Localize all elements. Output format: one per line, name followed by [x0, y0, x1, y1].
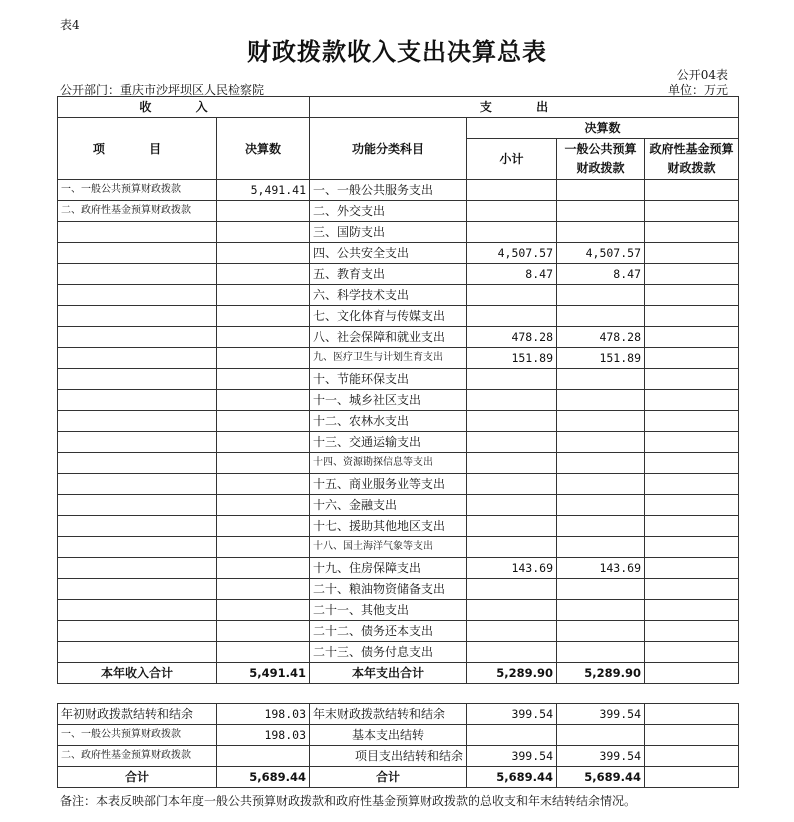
income-amount-cell	[217, 243, 310, 264]
income-item-cell	[58, 621, 217, 642]
gov-fund-cell	[645, 725, 739, 746]
table-row	[58, 180, 739, 201]
subtotal-cell	[467, 725, 557, 746]
income-item-cell	[58, 537, 217, 558]
general-budget-cell	[557, 579, 645, 600]
general-budget-cell	[557, 369, 645, 390]
gov-fund-cell	[645, 201, 739, 222]
item-header: 项 目	[58, 118, 217, 180]
gov-fund-cell	[645, 432, 739, 453]
income-amount-cell	[217, 516, 310, 537]
general-budget-cell: 399.54	[557, 704, 645, 725]
carryover-table	[57, 703, 739, 788]
function-class-cell: 二十一、其他支出	[310, 600, 467, 621]
general-budget-cell	[557, 432, 645, 453]
function-class-cell: 年末财政拨款结转和结余	[310, 704, 467, 725]
subtotal-cell	[467, 516, 557, 537]
function-class-cell: 十七、援助其他地区支出	[310, 516, 467, 537]
function-class-cell: 二、外交支出	[310, 201, 467, 222]
general-budget-cell	[557, 306, 645, 327]
gov-fund-cell	[645, 453, 739, 474]
subtotal-cell: 143.69	[467, 558, 557, 579]
subtotal-cell	[467, 390, 557, 411]
gov-fund-header: 政府性基金预算财政拨款	[645, 139, 739, 180]
table-body	[58, 180, 739, 663]
subtotal-cell	[467, 201, 557, 222]
subtotal-cell	[467, 642, 557, 663]
income-item-cell	[58, 642, 217, 663]
income-amount-cell	[217, 390, 310, 411]
general-budget-cell	[557, 642, 645, 663]
year-income-total-amount: 5,491.41	[217, 663, 310, 684]
income-item-cell	[58, 453, 217, 474]
general-budget-cell	[557, 201, 645, 222]
gov-fund-cell	[645, 516, 739, 537]
function-class-cell: 项目支出结转和结余	[310, 746, 467, 767]
gov-fund-cell	[645, 348, 739, 369]
header-row-2	[58, 118, 739, 139]
income-item-cell	[58, 411, 217, 432]
income-amount-cell	[217, 453, 310, 474]
income-amount-cell	[217, 222, 310, 243]
gov-fund-cell	[645, 495, 739, 516]
function-class-cell: 十、节能环保支出	[310, 369, 467, 390]
income-item-cell	[58, 348, 217, 369]
income-item-cell	[58, 579, 217, 600]
income-amount-cell	[217, 411, 310, 432]
general-budget-cell	[557, 411, 645, 432]
income-item-cell	[58, 369, 217, 390]
table-row	[58, 642, 739, 663]
function-class-cell: 十五、商业服务业等支出	[310, 474, 467, 495]
subtotal-cell	[467, 600, 557, 621]
function-class-cell: 十四、资源勘探信息等支出	[310, 453, 467, 474]
income-item-cell: 年初财政拨款结转和结余	[58, 704, 217, 725]
income-amount-cell	[217, 642, 310, 663]
footnote: 备注：本表反映部门本年度一般公共预算财政拨款和政府性基金预算财政拨款的总收支和年末结转结余情况。	[60, 794, 637, 808]
income-amount-cell	[217, 746, 310, 767]
general-budget-cell	[557, 222, 645, 243]
general-budget-cell: 478.28	[557, 327, 645, 348]
grand-income-total-amount: 5,689.44	[217, 767, 310, 788]
grand-expense-fund	[645, 767, 739, 788]
unit-label: 单位：万元	[667, 83, 728, 97]
carryover-body	[58, 704, 739, 767]
function-class-cell: 六、科学技术支出	[310, 285, 467, 306]
function-class-cell: 二十三、债务付息支出	[310, 642, 467, 663]
year-expense-subtotal: 5,289.90	[467, 663, 557, 684]
table-row	[58, 390, 739, 411]
income-item-cell	[58, 558, 217, 579]
gov-fund-cell	[645, 243, 739, 264]
general-budget-cell	[557, 725, 645, 746]
table-row	[58, 327, 739, 348]
form-code: 公开04表	[676, 68, 728, 82]
function-class-cell: 七、文化体育与传媒支出	[310, 306, 467, 327]
income-item-cell: 二、政府性基金预算财政拨款	[58, 746, 217, 767]
income-amount-cell	[217, 369, 310, 390]
page-title: 财政拨款收入支出决算总表	[247, 38, 547, 66]
income-item-cell	[58, 600, 217, 621]
income-item-cell	[58, 432, 217, 453]
table-row	[58, 243, 739, 264]
gov-fund-cell	[645, 411, 739, 432]
grand-total-row	[58, 767, 739, 788]
income-amount-cell	[217, 579, 310, 600]
income-amount-cell: 5,491.41	[217, 180, 310, 201]
function-class-cell: 三、国防支出	[310, 222, 467, 243]
gov-fund-cell	[645, 180, 739, 201]
function-class-cell: 十一、城乡社区支出	[310, 390, 467, 411]
gov-fund-cell	[645, 600, 739, 621]
income-amount-cell	[217, 495, 310, 516]
table-row	[58, 285, 739, 306]
gov-fund-cell	[645, 327, 739, 348]
income-amount-cell	[217, 264, 310, 285]
table-row	[58, 725, 739, 746]
income-item-cell: 一、一般公共预算财政拨款	[58, 725, 217, 746]
general-budget-cell: 143.69	[557, 558, 645, 579]
function-class-cell: 十二、农林水支出	[310, 411, 467, 432]
final-amount-header-2: 决算数	[467, 118, 739, 139]
gov-fund-cell	[645, 579, 739, 600]
subtotal-cell	[467, 306, 557, 327]
income-amount-cell	[217, 537, 310, 558]
function-class-cell: 基本支出结转	[310, 725, 467, 746]
income-amount-cell	[217, 306, 310, 327]
table-row	[58, 201, 739, 222]
table-row	[58, 495, 739, 516]
function-class-cell: 二十、粮油物资储备支出	[310, 579, 467, 600]
income-amount-cell	[217, 474, 310, 495]
income-amount-cell	[217, 327, 310, 348]
gov-fund-cell	[645, 746, 739, 767]
general-budget-cell: 151.89	[557, 348, 645, 369]
gov-fund-cell	[645, 621, 739, 642]
grand-income-total-label: 合计	[58, 767, 217, 788]
subtotal-cell	[467, 369, 557, 390]
general-budget-cell	[557, 390, 645, 411]
subtotal-cell	[467, 621, 557, 642]
year-expense-fund	[645, 663, 739, 684]
subtotal-cell	[467, 285, 557, 306]
function-class-cell: 八、社会保障和就业支出	[310, 327, 467, 348]
function-class-cell: 十六、金融支出	[310, 495, 467, 516]
income-item-cell	[58, 306, 217, 327]
subtotal-cell	[467, 474, 557, 495]
general-budget-cell: 4,507.57	[557, 243, 645, 264]
subtotal-cell	[467, 537, 557, 558]
income-amount-cell	[217, 348, 310, 369]
general-budget-cell: 8.47	[557, 264, 645, 285]
income-amount-cell	[217, 285, 310, 306]
income-item-cell	[58, 222, 217, 243]
header-row-1	[58, 97, 739, 118]
income-amount-cell	[217, 600, 310, 621]
subtotal-cell: 4,507.57	[467, 243, 557, 264]
gov-fund-cell	[645, 285, 739, 306]
gov-fund-cell	[645, 537, 739, 558]
income-amount-cell	[217, 558, 310, 579]
year-expense-general: 5,289.90	[557, 663, 645, 684]
income-amount-cell	[217, 432, 310, 453]
general-budget-cell	[557, 600, 645, 621]
table-row	[58, 348, 739, 369]
income-item-cell	[58, 474, 217, 495]
function-class-cell: 十九、住房保障支出	[310, 558, 467, 579]
table-row	[58, 579, 739, 600]
income-item-cell	[58, 285, 217, 306]
gov-fund-cell	[645, 642, 739, 663]
subtotal-cell	[467, 579, 557, 600]
gov-fund-cell	[645, 390, 739, 411]
function-class-cell: 一、一般公共服务支出	[310, 180, 467, 201]
table-row	[58, 558, 739, 579]
gov-fund-cell	[645, 474, 739, 495]
general-budget-cell	[557, 474, 645, 495]
gov-fund-cell	[645, 222, 739, 243]
year-expense-total-label: 本年支出合计	[310, 663, 467, 684]
income-item-cell	[58, 390, 217, 411]
gov-fund-cell	[645, 704, 739, 725]
year-total-row	[58, 663, 739, 684]
gov-fund-cell	[645, 558, 739, 579]
function-class-cell: 二十二、债务还本支出	[310, 621, 467, 642]
function-class-cell: 四、公共安全支出	[310, 243, 467, 264]
subtotal-header: 小计	[467, 139, 557, 180]
table-row	[58, 411, 739, 432]
table-row	[58, 746, 739, 767]
subtotal-cell	[467, 495, 557, 516]
income-amount-cell	[217, 621, 310, 642]
income-amount-cell: 198.03	[217, 704, 310, 725]
general-budget-cell	[557, 495, 645, 516]
table-row	[58, 222, 739, 243]
table-row	[58, 453, 739, 474]
income-item-cell: 一、一般公共预算财政拨款	[58, 180, 217, 201]
grand-expense-subtotal: 5,689.44	[467, 767, 557, 788]
subtotal-cell	[467, 222, 557, 243]
table-row	[58, 369, 739, 390]
table-row	[58, 474, 739, 495]
income-amount-cell: 198.03	[217, 725, 310, 746]
table-row	[58, 704, 739, 725]
general-budget-cell	[557, 537, 645, 558]
main-table	[57, 96, 739, 684]
function-class-cell: 十八、国土海洋气象等支出	[310, 537, 467, 558]
table-row	[58, 432, 739, 453]
grand-expense-general: 5,689.44	[557, 767, 645, 788]
year-income-total-label: 本年收入合计	[58, 663, 217, 684]
function-class-cell: 九、医疗卫生与计划生育支出	[310, 348, 467, 369]
general-budget-header: 一般公共预算财政拨款	[557, 139, 645, 180]
general-budget-cell: 399.54	[557, 746, 645, 767]
table-number: 表4	[60, 18, 80, 32]
grand-expense-total-label: 合计	[310, 767, 467, 788]
income-header: 收 入	[58, 97, 310, 118]
subtotal-cell	[467, 411, 557, 432]
general-budget-cell	[557, 180, 645, 201]
subtotal-cell: 8.47	[467, 264, 557, 285]
gov-fund-cell	[645, 306, 739, 327]
final-amount-header: 决算数	[217, 118, 310, 180]
income-item-cell	[58, 264, 217, 285]
department-label: 公开部门：重庆市沙坪坝区人民检察院	[60, 83, 265, 97]
general-budget-cell	[557, 285, 645, 306]
subtotal-cell	[467, 432, 557, 453]
income-item-cell	[58, 516, 217, 537]
table-row	[58, 264, 739, 285]
subtotal-cell	[467, 453, 557, 474]
subtotal-cell: 399.54	[467, 704, 557, 725]
gov-fund-cell	[645, 369, 739, 390]
income-item-cell: 二、政府性基金预算财政拨款	[58, 201, 217, 222]
general-budget-cell	[557, 516, 645, 537]
subtotal-cell: 399.54	[467, 746, 557, 767]
function-class-cell: 十三、交通运输支出	[310, 432, 467, 453]
expense-header: 支 出	[310, 97, 739, 118]
subtotal-cell: 151.89	[467, 348, 557, 369]
income-item-cell	[58, 327, 217, 348]
income-amount-cell	[217, 201, 310, 222]
gov-fund-cell	[645, 264, 739, 285]
subtotal-cell	[467, 180, 557, 201]
general-budget-cell	[557, 621, 645, 642]
function-class-header: 功能分类科目	[310, 118, 467, 180]
table-row	[58, 516, 739, 537]
income-item-cell	[58, 243, 217, 264]
table-row	[58, 306, 739, 327]
table-row	[58, 537, 739, 558]
income-item-cell	[58, 495, 217, 516]
table-row	[58, 600, 739, 621]
general-budget-cell	[557, 453, 645, 474]
subtotal-cell: 478.28	[467, 327, 557, 348]
table-row	[58, 621, 739, 642]
function-class-cell: 五、教育支出	[310, 264, 467, 285]
